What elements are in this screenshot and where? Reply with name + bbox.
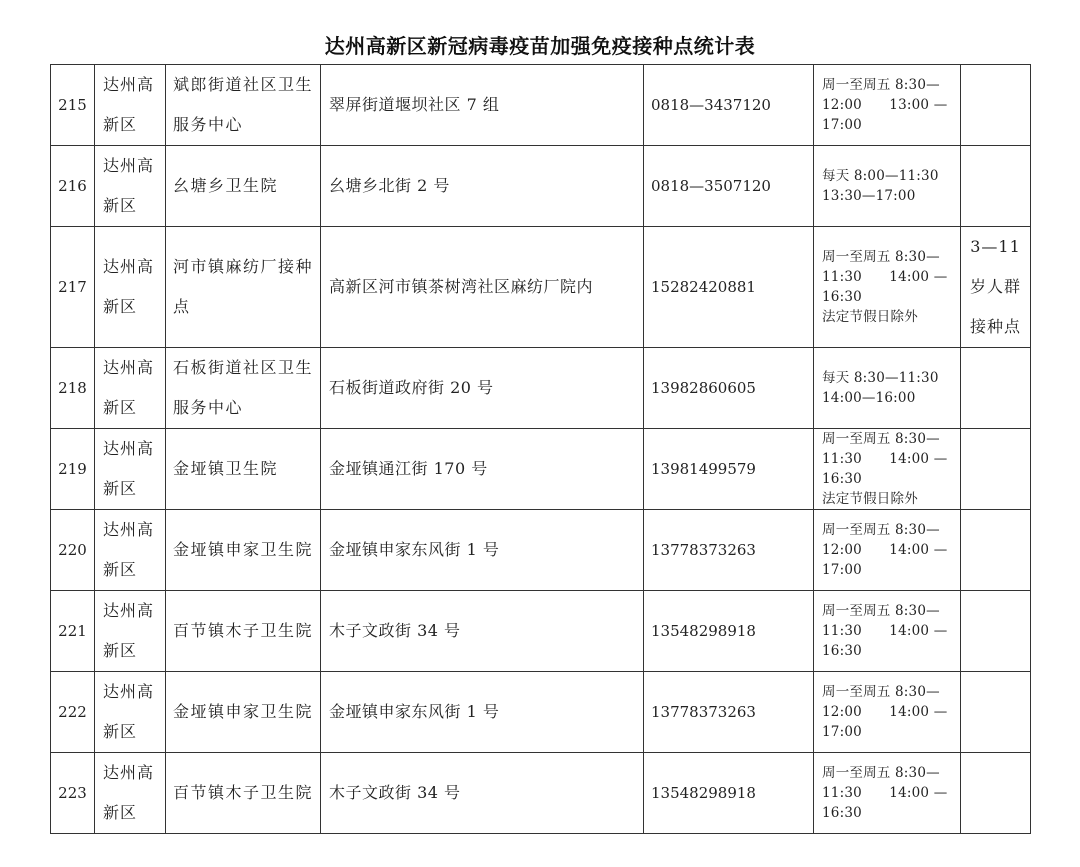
district-cell xyxy=(95,510,166,591)
site-hours: 每天 8:30—11:30 14:00—16:00 xyxy=(814,348,961,429)
site-name: 金垭镇申家卫生院 xyxy=(166,510,321,591)
site-phone: 13981499579 xyxy=(644,429,814,510)
district-line-1: 达州高 xyxy=(103,257,155,276)
note-line-2: 岁人群 xyxy=(969,277,1021,296)
site-address: 金垭镇申家东风街 1 号 xyxy=(321,672,644,753)
district-line-1: 达州高 xyxy=(103,682,155,701)
site-number: 221 xyxy=(51,591,95,672)
table-row xyxy=(51,65,1031,146)
district-line-2: 新区 xyxy=(103,115,138,134)
site-hours: 周一至周五 8:30— 12:00 13:00 — 17:00 xyxy=(814,65,961,146)
vaccination-sites-table xyxy=(50,64,1031,672)
site-note xyxy=(961,672,1031,753)
table-row xyxy=(51,753,1031,834)
district-line-1: 达州高 xyxy=(103,156,155,175)
site-number: 219 xyxy=(51,429,95,510)
district-cell xyxy=(95,65,166,146)
site-address: 木子文政街 34 号 xyxy=(321,591,644,672)
site-number: 216 xyxy=(51,146,95,227)
district-line-1: 达州高 xyxy=(103,439,155,458)
site-note xyxy=(961,429,1031,510)
district-line-2: 新区 xyxy=(103,297,138,316)
site-name: 金垭镇卫生院 xyxy=(166,429,321,510)
site-number: 217 xyxy=(51,227,95,348)
district-line-2: 新区 xyxy=(103,196,138,215)
site-phone: 13548298918 xyxy=(644,753,814,834)
site-note xyxy=(961,146,1031,227)
table-row xyxy=(51,510,1031,591)
site-name: 幺塘乡卫生院 xyxy=(166,146,321,227)
site-name: 石板街道社区卫生服务中心 xyxy=(166,348,321,429)
site-phone: 13778373263 xyxy=(644,510,814,591)
table-row xyxy=(51,146,1031,227)
site-hours: 周一至周五 8:30— 11:30 14:00 — 16:30 xyxy=(814,753,961,834)
district-line-1: 达州高 xyxy=(103,601,155,620)
site-hours: 周一至周五 8:30— 11:30 14:00 — 16:30 xyxy=(814,591,961,672)
site-name: 百节镇木子卫生院 xyxy=(166,753,321,834)
site-address: 金垭镇通江街 170 号 xyxy=(321,429,644,510)
district-cell xyxy=(95,672,166,753)
table-row xyxy=(51,227,1031,348)
district-cell xyxy=(95,227,166,348)
district-line-1: 达州高 xyxy=(103,75,155,94)
district-cell xyxy=(95,429,166,510)
table-row xyxy=(51,672,1031,753)
site-note xyxy=(961,227,1031,348)
note-line-3: 接种点 xyxy=(969,317,1021,336)
site-hours: 周一至周五 8:30— 12:00 14:00 — 17:00 xyxy=(814,672,961,753)
site-note xyxy=(961,510,1031,591)
site-number: 223 xyxy=(51,753,95,834)
district-line-2: 新区 xyxy=(103,641,138,660)
site-name: 河市镇麻纺厂接种点 xyxy=(166,227,321,348)
site-number: 222 xyxy=(51,672,95,753)
site-address: 幺塘乡北街 2 号 xyxy=(321,146,644,227)
site-address: 翠屏街道堰坝社区 7 组 xyxy=(321,65,644,146)
site-name: 斌郎街道社区卫生服务中心 xyxy=(166,65,321,146)
site-address: 木子文政街 34 号 xyxy=(321,753,644,834)
district-cell xyxy=(95,348,166,429)
site-name: 金垭镇申家卫生院 xyxy=(166,672,321,753)
site-number: 218 xyxy=(51,348,95,429)
district-line-2: 新区 xyxy=(103,398,138,417)
site-hours: 周一至周五 8:30— 11:30 14:00 — 16:30 法定节假日除外 xyxy=(814,429,961,510)
table-body xyxy=(51,672,1031,834)
site-address: 高新区河市镇茶树湾社区麻纺厂院内 xyxy=(321,227,644,348)
district-cell xyxy=(95,146,166,227)
district-line-1: 达州高 xyxy=(103,520,155,539)
table-body xyxy=(51,65,1031,672)
vaccination-sites-table-continued xyxy=(50,671,1031,834)
district-line-2: 新区 xyxy=(103,560,138,579)
site-note xyxy=(961,65,1031,146)
site-name: 百节镇木子卫生院 xyxy=(166,591,321,672)
site-note xyxy=(961,591,1031,672)
district-line-1: 达州高 xyxy=(103,763,155,782)
note-line-1: 3—11 xyxy=(970,237,1021,256)
site-address: 石板街道政府街 20 号 xyxy=(321,348,644,429)
table-row xyxy=(51,591,1031,672)
site-phone: 13982860605 xyxy=(644,348,814,429)
table-row xyxy=(51,348,1031,429)
site-hours: 周一至周五 8:30— 11:30 14:00 — 16:30 法定节假日除外 xyxy=(814,227,961,348)
site-hours: 周一至周五 8:30— 12:00 14:00 — 17:00 xyxy=(814,510,961,591)
site-phone: 13548298918 xyxy=(644,591,814,672)
page-title: 达州高新区新冠病毒疫苗加强免疫接种点统计表 xyxy=(324,34,756,58)
district-line-2: 新区 xyxy=(103,722,138,741)
site-number: 215 xyxy=(51,65,95,146)
site-phone: 0818—3507120 xyxy=(644,146,814,227)
site-phone: 0818—3437120 xyxy=(644,65,814,146)
district-line-2: 新区 xyxy=(103,479,138,498)
table-row xyxy=(51,429,1031,510)
site-number: 220 xyxy=(51,510,95,591)
site-phone: 13778373263 xyxy=(644,672,814,753)
district-cell xyxy=(95,753,166,834)
district-line-1: 达州高 xyxy=(103,358,155,377)
site-phone: 15282420881 xyxy=(644,227,814,348)
site-note xyxy=(961,348,1031,429)
site-address: 金垭镇申家东风街 1 号 xyxy=(321,510,644,591)
site-note xyxy=(961,753,1031,834)
district-cell xyxy=(95,591,166,672)
site-hours: 每天 8:00—11:30 13:30—17:00 xyxy=(814,146,961,227)
district-line-2: 新区 xyxy=(103,803,138,822)
